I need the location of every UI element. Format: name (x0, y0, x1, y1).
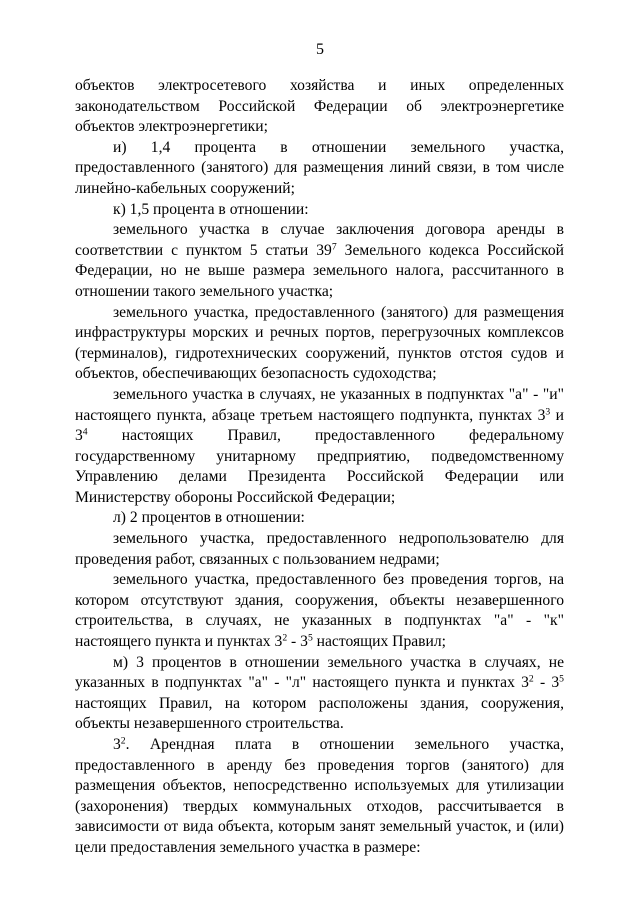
paragraph: объектов электросетевого хозяйства и иных определенных законодательством Российской Федерации об электроэнергетике объектов электроэнергетики; (75, 77, 564, 136)
text-run: настоящих Правил, на котором расположены здания, сооружения, объекты незавершенного строительства. (75, 694, 564, 733)
text-run: настоящих Правил; (312, 633, 446, 651)
text-run: земельного участка в случаях, не указанных в подпунктах "а" - "и" настоящего пункта, абзаце третьем настоящего подпункта, пунктах 3 (75, 385, 564, 424)
text-run: земельного участка, предоставленного без проведения торгов, на котором отсутствуют здания, сооружения, объекты незавершенного строительства, в случаях, не указанных в подпунктах "а" - "к" настоящего пункта и пунктах 3 (75, 571, 564, 651)
document-body (75, 76, 564, 859)
superscript: 7 (331, 241, 337, 253)
superscript: 2 (282, 632, 288, 644)
paragraph (75, 385, 564, 509)
text-run: и 3 (75, 406, 565, 445)
superscript: 3 (545, 406, 551, 418)
paragraph (75, 735, 564, 859)
text-run: - 3 (287, 633, 308, 651)
text-run: настоящих Правил, предоставленного федеральному государственному унитарному предприятию, подведомственному Управлению делами Президента Российской Федерации или Министерству обороны Российской Федерации; (75, 427, 564, 506)
superscript: 5 (559, 673, 564, 685)
page-number: 5 (316, 41, 324, 58)
paragraph (75, 570, 564, 652)
superscript: 4 (82, 426, 88, 438)
text-run: - 3 (533, 674, 560, 692)
text-run: Земельного кодекса Российской Федерации, но не выше размера земельного налога, рассчитанного в отношении такого земельного участка; (75, 241, 564, 300)
superscript: 5 (307, 632, 313, 644)
paragraph: и) 1,4 процента в отношении земельного участка, предоставленного (занятого) для размещения линий связи, в том числе линейно-кабельных сооружений; (75, 138, 564, 197)
paragraph: к) 1,5 процента в отношении: (113, 200, 309, 218)
paragraph (75, 220, 564, 302)
paragraph: земельного участка, предоставленного недропользователю для проведения работ, связанных с пользованием недрами; (75, 530, 564, 568)
superscript: 2 (528, 673, 534, 685)
paragraph: л) 2 процентов в отношении: (113, 509, 305, 527)
paragraph: земельного участка, предоставленного (занятого) для размещения инфраструктуры морских и речных портов, перегрузочных комплексов (терминалов), гидротехнических сооружений, пунктов отстоя судов и объектов, обеспечивающих безопасность судоходства; (75, 303, 564, 383)
paragraph (75, 653, 564, 735)
text-run: 3 (113, 736, 121, 753)
text-run: земельного участка в случае заключения договора аренды в соответствии с пунктом 5 статьи 39 (75, 221, 564, 259)
superscript: 2 (120, 735, 126, 747)
text-run: м) 3 процентов в отношении земельного участка в случаях, не указанных в подпунктах "а" - "л" настоящего пункта и пунктах 3 (75, 653, 564, 692)
text-run: . Арендная плата в отношении земельного участка, предоставленного в аренду без проведения торгов (занятого) для размещения объектов, непосредственно используемых для утилизации (захоронения) твердых коммунальных отходов, рассчитывается в зависимости от вида объекта, которым занят земельный участок, и (или) цели предоставления земельного участка в размере: (75, 736, 564, 856)
